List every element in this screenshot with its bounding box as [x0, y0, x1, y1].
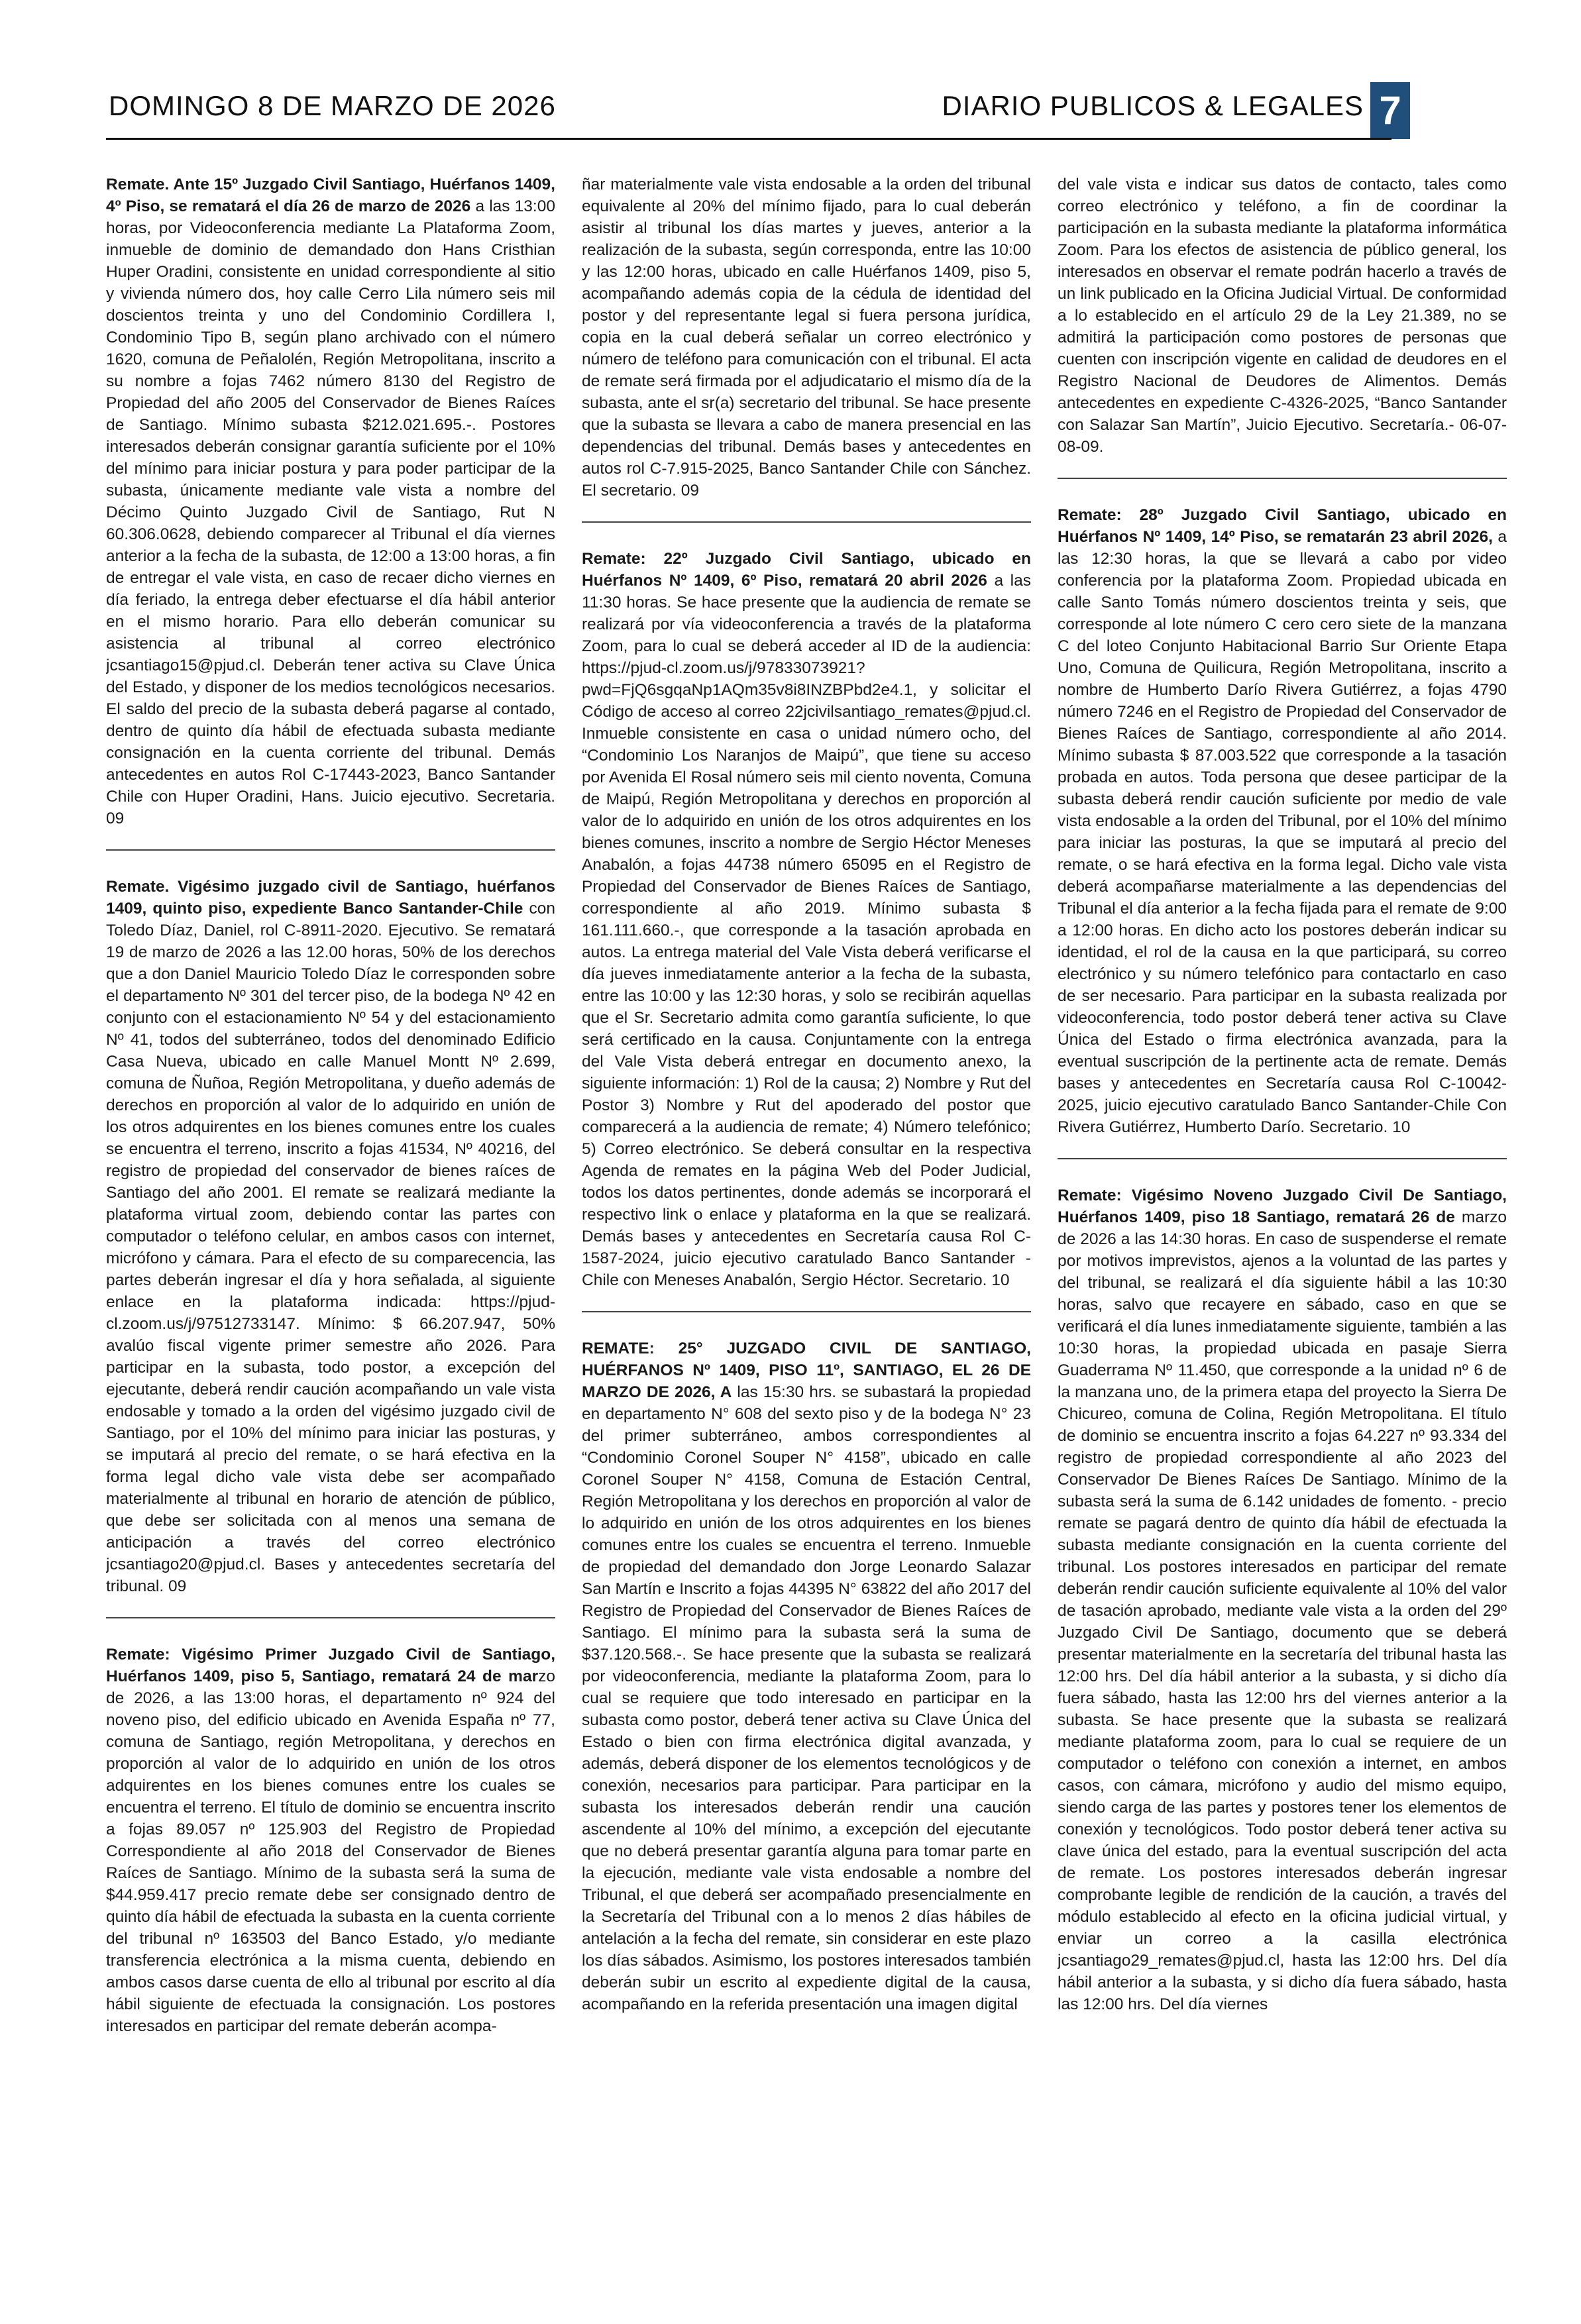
legal-notice: [1058, 504, 1507, 1159]
legal-notice: [106, 876, 555, 1618]
notice-lead: Remate. Vigésimo juzgado civil de Santiago, huérfanos 1409, quinto piso, expediente Banco Santander-Chile: [106, 878, 555, 918]
legal-notice-continued: [1058, 174, 1507, 479]
legal-notice: [106, 1644, 555, 2057]
notice-body: las 15:30 hrs. se subastará la propiedad en departamento N° 608 del sexto piso y de la bodega N° 23 del primer subterráneo, ambos correspondientes al “Condominio Coronel Souper N° 4158”, ubicado en calle Coronel Souper N° 4158, Comuna de Estación Central, Región Metropolitana y los derechos en proporción al valor de lo adquirido en unión de los otros adquirentes en los bienes comunes entre los cuales se encuentra el terreno. Inmueble de propiedad del demandado don Jorge Leonardo Salazar San Martín e Inscrito a fojas 44395 N° 63822 del año 2017 del Registro de Propiedad del Conservador de Bienes Raíces de Santiago. El mínimo para la subasta será la suma de $37.120.568.-. Se hace presente que la subasta se realizará por videoconferencia, mediante la plataforma Zoom, para lo cual se requiere que todo interesado en participar en la subasta como postor, deberá tener activa su Clave Única del Estado o bien con firma electrónica digital avanzada, y además, deberá disponer de los elementos tecnológicos y de conexión, necesarios para participar. Para participar en la subasta los interesados deberán rendir una caución ascendente al 10% del mínimo, a excepción del ejecutante que no deberá presentar garantía alguna para tomar parte en la ejecución, mediante vale vista endosable a nombre del Tribunal, el que deberá ser acompañado presencialmente en la Secretaría del Tribunal con a lo menos 2 días hábiles de antelación a la fecha del remate, sin considerar en este plazo los días sábados. Asimismo, los postores interesados también deberán subir un escrito al expediente digital de la causa, acompañando en la referida presentación una imagen digital: [582, 1383, 1031, 2013]
page-number-badge: 7: [1370, 82, 1410, 139]
header-section-title: DIARIO PUBLICOS & LEGALES: [942, 90, 1364, 121]
notice-body: a las 11:30 horas. Se hace presente que la audiencia de remate se realizará por vía videoconferencia a través de la plataforma Zoom, para lo cual se deberá acceder al ID de la audiencia: https://pjud-cl.zoom.us/j/97833073921?pwd=FjQ6sgqaNp1AQm35v8i8INZBPbd2e4.1, y solicitar el Código de acceso al correo 22jcivilsantiago_remates@pjud.cl. Inmueble consistente en casa o unidad número ocho, del “Condominio Los Naranjos de Maipú”, que tiene su acceso por Avenida El Rosal número seis mil ciento noventa, Comuna de Maipú, Región Metropolitana y derechos en proporción al valor de lo adquirido en unión de los otros adquirentes en los bienes comunes, inscrito a nombre de Sergio Héctor Meneses Anabalón, a fojas 44738 número 65095 en el Registro de Propiedad del Conservador de Bienes Raíces de Santiago, correspondiente al año 2019. Mínimo subasta $ 161.111.660.-, que corresponde a la tasación aprobada en autos. La entrega material del Vale Vista deberá verificarse el día jueves inmediatamente anterior a la fecha de la subasta, entre las 10:00 y las 12:30 horas, y solo se recibirán aquellas que el Sr. Secretario admita como garantía suficiente, lo que será certificado en la causa. Conjuntamente con la entrega del Vale Vista deberá entregar en documento anexo, la siguiente información: 1) Rol de la causa; 2) Nombre y Rut del Postor 3) Nombre y Rut del apoderado del postor que comparecerá a la audiencia de remate; 4) Número telefónico; 5) Correo electrónico. Se deberá consultar en la respectiva Agenda de remates en la página Web del Poder Judicial, todos los datos pertinentes, donde además se incorporará el respectivo link o enlace y plataforma en la que se realizará. Demás bases y antecedentes en Secretaría causa Rol C-1587-2024, juicio ejecutivo caratulado Banco Santander - Chile con Meneses Anabalón, Sergio Héctor. Secretario. 10: [582, 572, 1031, 1289]
notice-body: a las 12:30 horas, la que se llevará a cabo por video conferencia por la plataforma Zoom. Propiedad ubicada en calle Santo Tomás número doscientos treinta y seis, que corresponde al lote número C cero cero siete de la manzana C del loteo Conjunto Habitacional Barrio Sur Oriente Etapa Uno, Comuna de Quilicura, Región Metropolitana, inscrito a nombre de Humberto Darío Rivera Gutiérrez, a fojas 4790 número 7246 en el Registro de Propiedad del Conservador de Bienes Raíces de Santiago, correspondiente al año 2014. Mínimo subasta $ 87.003.522 que corresponde a la tasación probada en autos. Toda persona que desee participar de la subasta deberá rendir caución suficiente por medio de vale vista endosable a la orden del Tribunal, por el 10% del mínimo para iniciar las posturas, la que se imputará al precio del remate, o se hará efectiva en la forma legal. Dicho vale vista deberá acompañarse materialmente a las dependencias del Tribunal el día anterior a la fecha fijada para el remate de 9:00 a 12:00 horas. En dicho acto los postores deberán indicar su identidad, el rol de la causa en la que participará, su correo electrónico y su número telefónico para contactarlo en caso de ser necesario. Para participar en la subasta realizada por videoconferencia, todo postor deberá tener activa su Clave Única del Estado o firma electrónica avanzada, para la eventual suscripción de la pertinente acta de remate. Demás bases y antecedentes en Secretaría causa Rol C-10042-2025, juicio ejecutivo caratulado Banco Santander-Chile Con Rivera Gutiérrez, Humberto Darío. Secretario. 10: [1058, 528, 1507, 1136]
legal-notice: [1058, 1185, 1507, 2035]
legal-notice: [582, 548, 1031, 1312]
header-date: DOMINGO 8 DE MARZO DE 2026: [109, 90, 556, 121]
notice-body: ñar materialmente vale vista endosable a la orden del tribunal equivalente al 20% del mínimo fijado, para lo cual deberán asistir al tribunal los días martes y jueves, anterior a la realización de la subasta, según corresponda, entre las 10:00 y las 12:00 horas, ubicado en calle Huérfanos 1409, piso 5, acompañando además copia de la cédula de identidad del postor y del representante legal si fuera persona jurídica, copia en la cual deberá señalar un correo electrónico y número de teléfono para comunicación con el tribunal. El acta de remate será firmada por el adjudicatario el mismo día de la subasta, ante el sr(a) secretario del tribunal. Se hace presente que la subasta se llevara a cabo de manera presencial en las dependencias del tribunal. Demás bases y antecedentes en autos rol C-7.915-2025, Banco Santander Chile con Sánchez. El secretario. 09: [582, 176, 1031, 500]
notice-lead: Remate: 22º Juzgado Civil Santiago, ubicado en Huérfanos Nº 1409, 6º Piso, rematará 20 abril 2026: [582, 550, 1031, 590]
notice-body: zo de 2026, a las 13:00 horas, el departamento nº 924 del noveno piso, del edificio ubicado en Avenida España nº 77, comuna de Santiago, región Metropolitana, y derechos en proporción al valor de lo adquirido en unión de los otros adquirentes en los bienes comunes entre los cuales se encuentra el terreno. El título de dominio se encuentra inscrito a fojas 89.057 nº 125.903 del Registro de Propiedad Correspondiente al año 2018 del Conservador de Bienes Raíces de Santiago. Mínimo de la subasta será la suma de $44.959.417 precio remate debe ser consignado dentro de quinto día hábil de efectuada la subasta en la cuenta corriente del tribunal nº 163503 del Banco Estado, y/o mediante transferencia electrónica a la misma cuenta, debiendo en ambos casos darse cuenta de ello al tribunal por escrito al día hábil siguiente de efectuada la consignación. Los postores interesados en participar del remate deberán acompa-: [106, 1667, 555, 2035]
column-1: [106, 174, 555, 2280]
notice-lead: Remate: 28º Juzgado Civil Santiago, ubicado en Huérfanos Nº 1409, 14º Piso, se rematarán 23 abril 2026,: [1058, 506, 1507, 546]
notice-body: con Toledo Díaz, Daniel, rol C-8911-2020. Ejecutivo. Se rematará 19 de marzo de 2026 a las 12.00 horas, 50% de los derechos que a don Daniel Mauricio Toledo Díaz le corresponden sobre el departamento Nº 301 del tercer piso, de la bodega Nº 42 en conjunto con el estacionamiento Nº 54 y del estacionamiento Nº 41, todos del subterráneo, todos del denominado Edificio Casa Nueva, ubicado en calle Manuel Montt Nº 2.699, comuna de Ñuñoa, Región Metropolitana, y dueño además de derechos en proporción al valor de lo adquirido en unión de los otros adquirentes en los bienes comunes entre los cuales se encuentra el terreno, inscrito a fojas 41534, Nº 40216, del registro de propiedad del conservador de bienes raíces de Santiago del año 2001. El remate se realizará mediante la plataforma virtual zoom, debiendo contar las partes con computador o teléfono celular, en ambos casos con internet, micrófono y cámara. Para el efecto de su comparecencia, las partes deberán ingresar el día y hora señalada, al siguiente enlace en la plataforma indicada: https://pjud-cl.zoom.us/j/97512733147. Mínimo: $ 66.207.947, 50% avalúo fiscal vigente primer semestre año 2026. Para participar en la subasta, todo postor, a excepción del ejecutante, deberá rendir caución acompañando un vale vista endosable y tomado a la orden del vigésimo juzgado civil de Santiago, por el 10% del mínimo para iniciar las posturas, y se imputará al precio del remate, o se hará efectiva en la forma legal dicho vale vista debe ser acompañado materialmente al tribunal en horario de atención de público, que debe ser solicitada con al menos una semana de anticipación a través del correo electrónico jcsantiago20@pjud.cl. Bases y antecedentes secretaría del tribunal. 09: [106, 900, 555, 1595]
notice-body: del vale vista e indicar sus datos de contacto, tales como correo electrónico y teléfono, a fin de coordinar la participación en la subasta mediante la plataforma informática Zoom. Para los efectos de asistencia de público general, los interesados en observar el remate podrán hacerlo a través de un link publicado en la Oficina Judicial Virtual. De conformidad a lo establecido en el artículo 29 de la Ley 21.389, no se admitirá la participación como postores de personas que cuenten con inscripción vigente en calidad de deudores en el Registro Nacional de Deudores de Alimentos. Demás antecedentes en expediente C-4326-2025, “Banco Santander con Salazar San Martín”, Juicio Ejecutivo. Secretaría.- 06-07-08-09.: [1058, 176, 1507, 456]
notice-lead: REMATE: 25° JUZGADO CIVIL DE SANTIAGO, HUÉRFANOS Nº 1409, PISO 11º, SANTIAGO, EL 26 DE MARZO DE 2026, A: [582, 1340, 1031, 1401]
notice-body: a las 13:00 horas, por Videoconferencia mediante La Plataforma Zoom, inmueble de dominio de demandado don Hans Cristhian Huper Oradini, consistente en unidad correspondiente al sitio y vivienda número dos, hoy calle Cerro Lila número seis mil doscientos treinta y uno del Condominio Cordillera I, Condominio Tipo B, según plano archivado con el número 1620, comuna de Peñalolén, Región Metropolitana, inscrito a su nombre a fojas 7462 número 8130 del Registro de Propiedad del año 2005 del Conservador de Bienes Raíces de Santiago. Mínimo subasta $212.021.695.-. Postores interesados deberán consignar garantía suficiente por el 10% del mínimo para iniciar postura y para poder participar de la subasta, únicamente mediante vale vista a nombre del Décimo Quinto Juzgado Civil de Santiago, Rut N 60.306.0628, debiendo comparecer al Tribunal el día viernes anterior a la fecha de la subasta, de 12:00 a 13:00 horas, a fin de entregar el vale vista, en caso de recaer dicho viernes en día feriado, la entrega deber efectuarse el día hábil anterior en el mismo horario. Para ello deberán comunicar su asistencia al tribunal al correo electrónico jcsantiago15@pjud.cl. Deberán tener activa su Clave Única del Estado, y disponer de los medios tecnológicos necesarios. El saldo del precio de la subasta deberá pagarse al contado, dentro de quinto día hábil de efectuada subasta mediante consignación en la cuenta corriente del tribunal. Demás antecedentes en autos Rol C-17443-2023, Banco Santander Chile con Huper Oradini, Hans. Juicio ejecutivo. Secretaria. 09: [106, 197, 555, 827]
notice-body: marzo de 2026 a las 14:30 horas. En caso de suspenderse el remate por motivos imprevistos, ajenos a la voluntad de las partes y del tribunal, se realizará el día siguiente hábil a las 10:30 horas, salvo que recayere en sábado, caso en que se verificará el día lunes inmediatamente siguiente, también a las 10:30 horas, la propiedad ubicada en pasaje Sierra Guaderrama Nº 11.450, que corresponde a la unidad nº 6 de la manzana uno, de la primera etapa del proyecto la Sierra De Chicureo, comuna de Colina, Región Metropolitana. El título de dominio se encuentra inscrito a fojas 64.227 nº 93.334 del registro de propiedad correspondiente al año 2023 del Conservador De Bienes Raíces De Santiago. Mínimo de la subasta será la suma de 6.142 unidades de fomento. - precio remate se pagará dentro de quinto día hábil de efectuada la subasta mediante consignación en la cuenta corriente del tribunal. Los postores interesados en participar del remate deberán rendir caución suficiente equivalente al 10% del valor de tasación aprobado, mediante vale vista a la orden del 29º Juzgado Civil De Santiago, documento que se deberá presentar materialmente en la secretaría del tribunal hasta las 12:00 hrs. Del día hábil anterior a la subasta, y si dicho día fuera sábado, hasta las 12:00 hrs del viernes anterior a la subasta. Se hace presente que la subasta se realizará mediante plataforma zoom, para lo cual se requiere de un computador o teléfono con conexión a internet, en ambos casos, con cámara, micrófono y audio del mismo equipo, siendo carga de las partes y postores tener los elementos de conexión y tecnológicos. Todo postor deberá tener activa su clave única del estado, para la eventual suscripción del acta de remate. Los postores interesados deberán ingresar comprobante legible de rendición de la caución, a través del módulo establecido al efecto en la oficina judicial virtual, y enviar un correo a la casilla electrónica jcsantiago29_remates@pjud.cl, hasta las 12:00 hrs. Del día hábil anterior a la subasta, y si dicho día fuera sábado, hasta las 12:00 hrs. Del día viernes: [1058, 1208, 1507, 2013]
notice-lead: Remate: Vigésimo Primer Juzgado Civil de Santiago, Huérfanos 1409, piso 5, Santiago, rematará 24 de mar: [106, 1646, 555, 1685]
legal-notice: [106, 174, 555, 851]
notice-lead: Remate: Vigésimo Noveno Juzgado Civil De Santiago, Huérfanos 1409, piso 18 Santiago, rematará 26 de: [1058, 1187, 1507, 1226]
legal-notice-continued: [582, 174, 1031, 523]
notice-lead: Remate. Ante 15º Juzgado Civil Santiago, Huérfanos 1409, 4º Piso, se rematará el día 26 de marzo de 2026: [106, 176, 555, 215]
legal-notice: [582, 1338, 1031, 2035]
column-2: [582, 174, 1031, 2280]
column-3: [1058, 174, 1507, 2280]
header-rule: [106, 138, 1391, 140]
notice-columns: [106, 174, 1507, 2280]
page-header: [106, 82, 1475, 140]
